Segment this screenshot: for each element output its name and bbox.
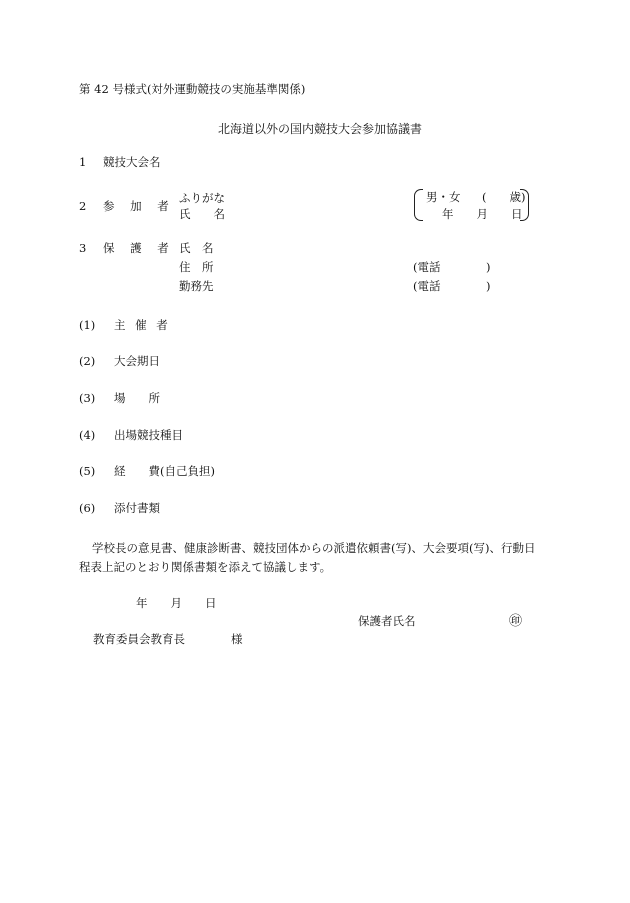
participant-name-label: 氏 名 (179, 207, 225, 221)
document-title: 北海道以外の国内競技大会参加協議書 (218, 122, 423, 136)
item-1-number: 1 (79, 155, 87, 169)
subitem-4-label: 出場競技種目 (114, 428, 183, 442)
item-2-number: 2 (79, 199, 87, 213)
furigana-label: ふりがな (179, 191, 225, 205)
item-3-number: 3 (79, 241, 87, 255)
workplace-phone-label: (電話 (413, 279, 441, 293)
subitem-5-number: (5) (79, 464, 96, 478)
subitem-2-label: 大会期日 (114, 354, 160, 368)
subitem-3-number: (3) (79, 391, 96, 405)
subitem-3-label: 場 所 (114, 391, 160, 405)
subitem-1-label: 主 催 者 (114, 318, 171, 332)
seal-mark: ㊞ (509, 614, 523, 629)
address-phone-label: (電話 (413, 260, 441, 274)
guardian-signature-label: 保護者氏名 (358, 614, 416, 628)
workplace-phone-close: ) (486, 279, 491, 293)
addressee-honorific: 様 (231, 632, 243, 646)
event-name-label: 競技大会名 (103, 155, 161, 169)
gender-options: 男・女 (426, 190, 461, 204)
guardian-label: 保 護 者 (103, 241, 175, 255)
date-of-birth-field: 年 月 日 (442, 207, 523, 221)
subitem-6-label: 添付書類 (114, 501, 160, 515)
subitem-2-number: (2) (79, 354, 96, 368)
subitem-5-label: 経 費(自己負担) (114, 464, 215, 478)
guardian-workplace-label: 勤務先 (179, 279, 214, 293)
subitem-1-number: (1) (79, 318, 96, 332)
subitem-6-number: (6) (79, 501, 96, 515)
guardian-address-label: 住 所 (179, 260, 214, 274)
body-text-line-1: 学校長の意見書、健康診断書、競技団体からの派遣依頼書(写)、大会要項(写)、行動日 (92, 541, 536, 555)
subitem-4-number: (4) (79, 428, 96, 442)
address-phone-close: ) (486, 260, 491, 274)
form-number: 第 42 号様式(対外運動競技の実施基準関係) (79, 82, 306, 96)
submission-date: 年 月 日 (136, 596, 217, 610)
right-bracket (520, 189, 529, 221)
participant-label: 参 加 者 (103, 199, 175, 213)
age-field: ( 歳) (482, 190, 526, 204)
body-text-line-2: 程表上記のとおり関係書類を添えて協議します。 (79, 560, 332, 574)
left-bracket (414, 189, 423, 221)
guardian-name-label: 氏 名 (179, 241, 214, 255)
addressee: 教育委員会教育長 (93, 632, 185, 646)
